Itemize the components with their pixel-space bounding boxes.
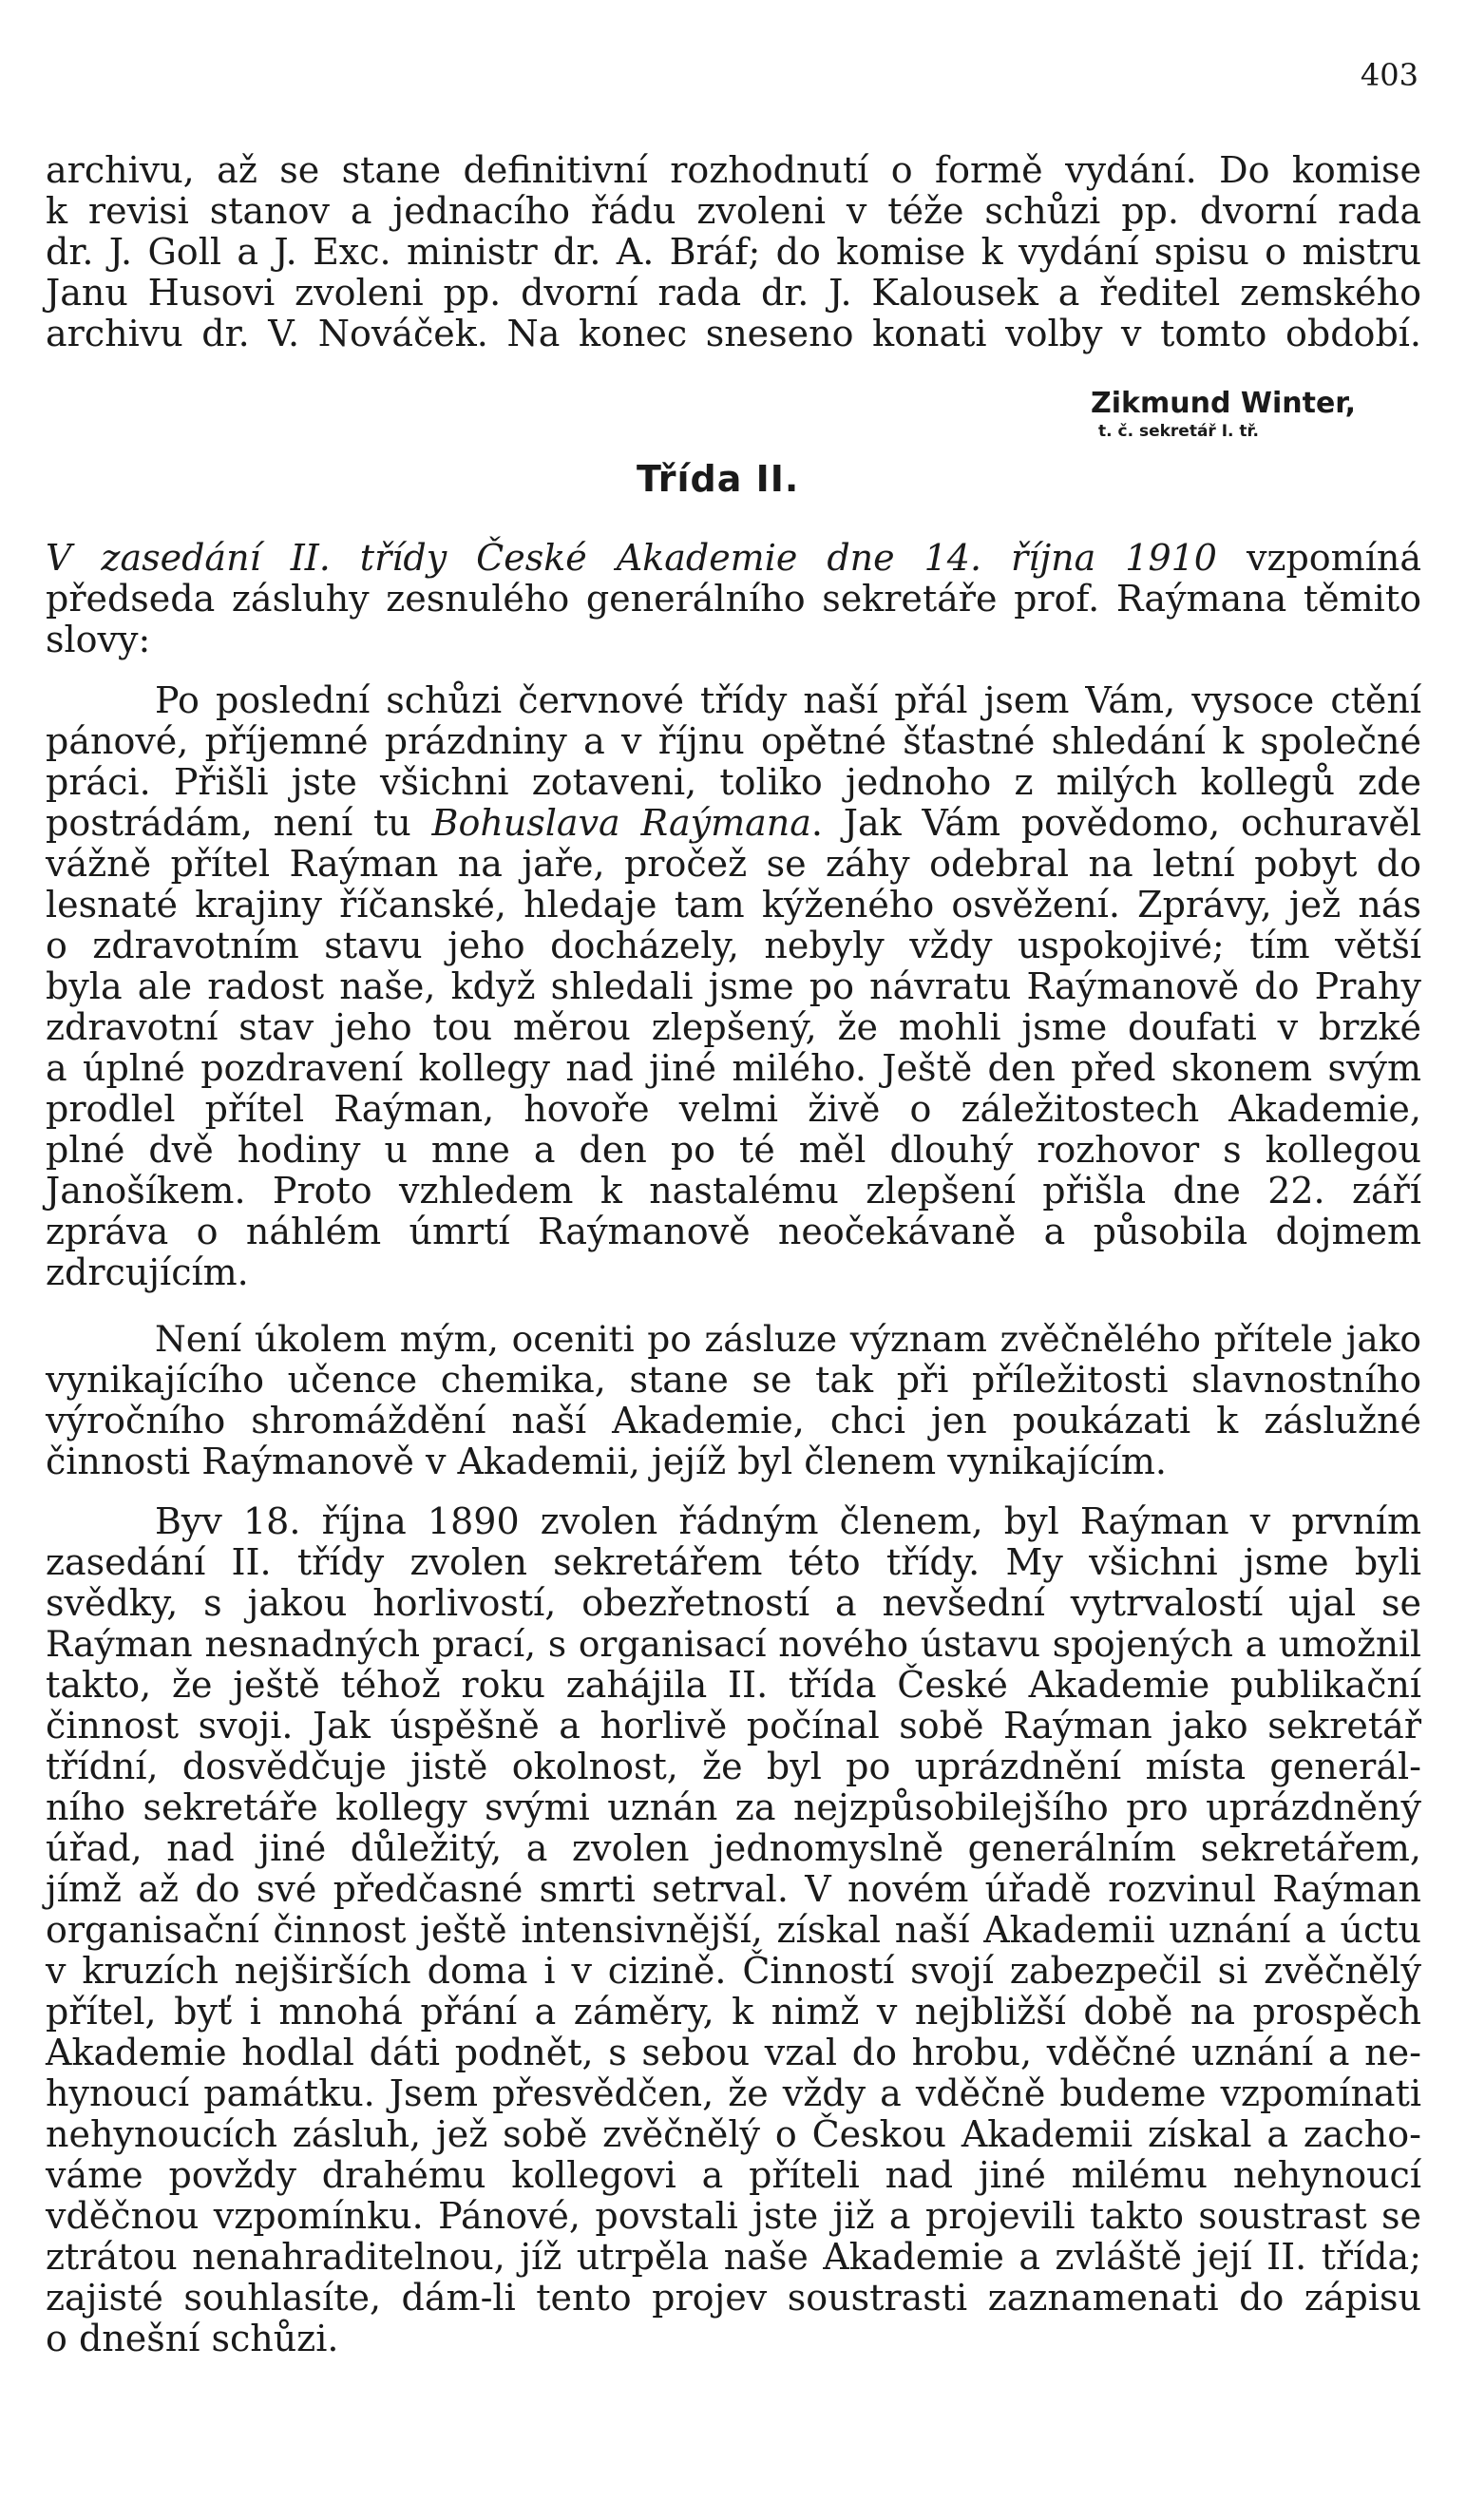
text-line: pánové, příjemné prázdniny a v říjnu opětné šťastné shledání k společné [46, 720, 1421, 762]
text-line: nehynoucích zásluh, jež sobě zvěčnělý o Českou Akademii získal a zacho- [46, 2113, 1421, 2155]
text-line: archivu dr. V. Nováček. Na konec sneseno konati volby v tomto období. [46, 313, 1421, 354]
section-heading: Třída II. [637, 458, 800, 500]
text-line: vážně přítel Raýman na jaře, pročež se záhy odebral na letní pobyt do [46, 843, 1421, 885]
text-line: dr. J. Goll a J. Exc. ministr dr. A. Bráf; do komise k vydání spisu o mistru [46, 231, 1421, 273]
text-line: a úplné pozdravení kollegy nad jiné milého. Ještě den před skonem svým [46, 1047, 1421, 1089]
paragraph-commission [46, 150, 1421, 354]
italic-name: Bohuslava Raýmana [431, 802, 811, 844]
text-line: prodlel přítel Raýman, hovoře velmi živě o záležitostech Akademie, [46, 1088, 1421, 1130]
text-line: ního sekretáře kollegy svými uznán za nejzpůsobilejšího pro uprázdněný [46, 1786, 1421, 1828]
signature [1091, 387, 1357, 441]
text-line: lesnaté krajiny říčanské, hledaje tam kýženého osvěžení. Zprávy, jež nás [46, 884, 1421, 926]
text-line: Není úkolem mým, oceniti po zásluze význam zvěčnělého přítele jako [155, 1318, 1421, 1360]
text-line: Po poslední schůzi červnové třídy naší přál jsem Vám, vysoce ctění [155, 679, 1421, 721]
text-line: zdrcujícím. [46, 1251, 249, 1293]
text-line: organisační činnost ještě intensivnější, získal naší Akademii uznání a úctu [46, 1909, 1421, 1951]
lead-rest: vzpomíná [1216, 537, 1421, 579]
text-line: k revisi stanov a jednacího řádu zvoleni v téže schůzi pp. dvorní rada [46, 190, 1421, 232]
text-line: slovy: [46, 619, 151, 660]
text-line: Raýman nesnadných prací, s organisací nového ústavu spojených a umožnil [46, 1623, 1421, 1665]
italic-lead: V zasedání II. třídy České Akademie dne 14. října 1910 [46, 537, 1217, 579]
text-line: činnost svoji. Jak úspěšně a horlivě počínal sobě Raýman jako sekretář [46, 1705, 1421, 1747]
text-line: ztrátou nenahraditelnou, jíž utrpěla naše Akademie a zvláště její II. třída; [46, 2236, 1421, 2278]
signature-title: t. č. sekretář I. tř. [1098, 422, 1259, 441]
text-line: přítel, byť i mnohá přání a záměry, k nimž v nejbližší době na prospěch [46, 1991, 1421, 2033]
text-line: Janu Husovi zvoleni pp. dvorní rada dr. J. Kalousek a ředitel zemského [46, 272, 1421, 314]
text-line: výročního shromáždění naší Akademie, chci jen poukázati k záslužné [46, 1400, 1421, 1441]
paragraph-merit [46, 1319, 1421, 1482]
text-line: váme povždy drahému kollegovi a příteli nad jiné milému nehynoucí [46, 2154, 1421, 2196]
text-line: Akademie hodlal dáti podnět, s sebou vzal do hrobu, vděčné uznání a ne- [46, 2032, 1421, 2073]
text-line: předseda zásluhy zesnulého generálního sekretáře prof. Raýmana těmito [46, 578, 1421, 620]
text-line: činnosti Raýmanově v Akademii, jejíž byl členem vynikajícím. [46, 1441, 1167, 1482]
page-number: 403 [1360, 57, 1418, 93]
paragraph-speech [46, 680, 1421, 1293]
text-line: úřad, nad jiné důležitý, a zvolen jednomyslně generálním sekretářem, [46, 1827, 1421, 1869]
text-line: jímž až do své předčasné smrti setrval. V novém úřadě rozvinul Raýman [46, 1868, 1421, 1910]
text-line: vděčnou vzpomínku. Pánové, povstali jste již a projevili takto soustrast se [46, 2195, 1421, 2237]
text-line: zasedání II. třídy zvolen sekretářem této třídy. My všichni jsme byli [46, 1541, 1421, 1583]
text-line [46, 538, 1421, 579]
text-line: plné dvě hodiny u mne a den po té měl dlouhý rozhovor s kollegou [46, 1129, 1421, 1171]
text-line: třídní, dosvědčuje jistě okolnost, že byl po uprázdnění místa generál- [46, 1746, 1421, 1787]
text-line: práci. Přišli jste všichni zotaveni, toliko jednoho z milých kollegů zde [46, 761, 1421, 803]
text-line: takto, že ještě téhož roku zahájila II. třída České Akademie publikační [46, 1664, 1421, 1706]
text-line: Janošíkem. Proto vzhledem k nastalému zlepšení přišla dne 22. září [46, 1170, 1421, 1212]
text-line: hynoucí památku. Jsem přesvědčen, že vždy a vděčně budeme vzpomínati [46, 2072, 1421, 2114]
text-line: o dnešní schůzi. [46, 2318, 339, 2359]
text-line: zpráva o náhlém úmrtí Raýmanově neočekávaně a působila dojmem [46, 1211, 1421, 1252]
text-line: svědky, s jakou horlivostí, obezřetností a nevšední vytrvalostí ujal se [46, 1582, 1421, 1624]
paragraph-intro [46, 538, 1421, 660]
text-line: zajisté souhlasíte, dám-li tento projev soustrasti zaznamenati do zápisu [46, 2277, 1421, 2319]
text-line: zdravotní stav jeho tou měrou zlepšený, že mohli jsme doufati v brzké [46, 1006, 1421, 1048]
text-line: Byv 18. října 1890 zvolen řádným členem, byl Raýman v prvním [155, 1500, 1421, 1542]
text-line: v kruzích nejširších doma i v cizině. Činností svojí zabezpečil si zvěčnělý [46, 1950, 1421, 1992]
text-line: vynikajícího učence chemika, stane se tak při příležitosti slavnostního [46, 1359, 1421, 1401]
paragraph-career [46, 1501, 1421, 2359]
text-line: o zdravotním stavu jeho docházely, nebyly vždy uspokojivé; tím větší [46, 925, 1421, 966]
text-line: archivu, až se stane definitivní rozhodnutí o formě vydání. Do komise [46, 149, 1421, 191]
text-line: postrádám, není tu Bohuslava Raýmana. Jak Vám povědomo, ochuravěl [46, 802, 1421, 844]
text-line: byla ale radost naše, když shledali jsme po návratu Raýmanově do Prahy [46, 965, 1421, 1007]
signature-name: Zikmund Winter, [1091, 387, 1357, 420]
